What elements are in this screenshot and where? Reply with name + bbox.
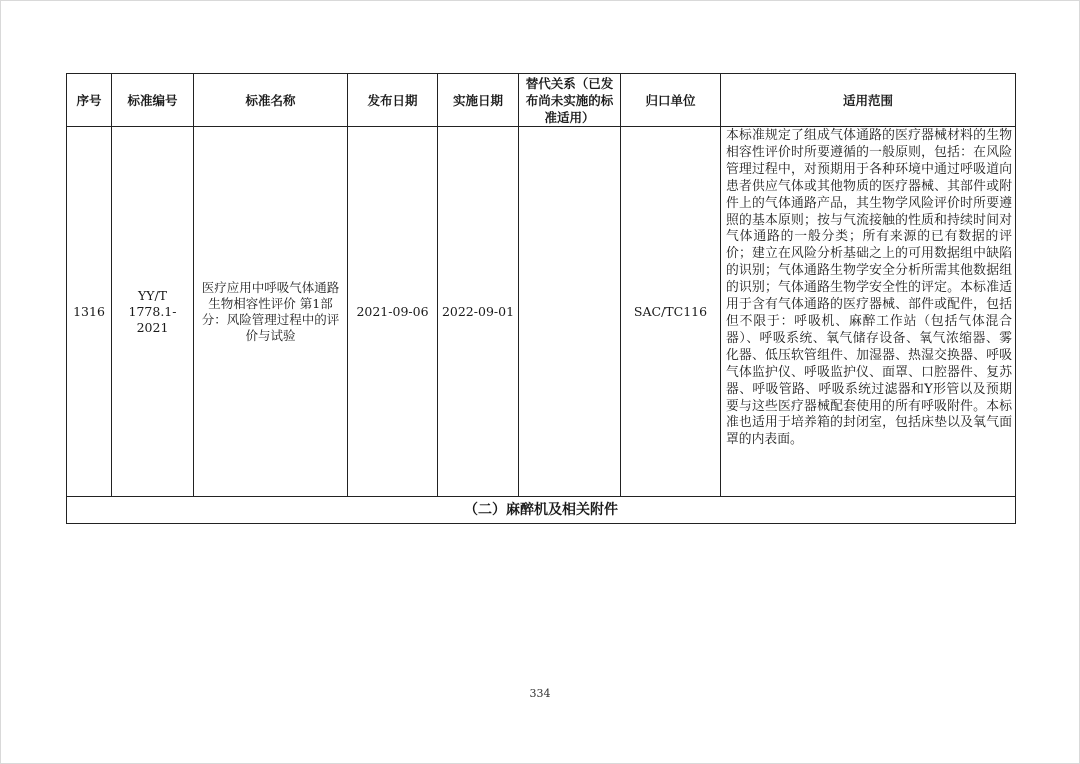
cell-seq: 1316 xyxy=(67,127,112,497)
cell-name: 医疗应用中呼吸气体通路生物相容性评价 第1部分：风险管理过程中的评价与试验 xyxy=(194,127,348,497)
cell-replacement xyxy=(519,127,621,497)
header-row xyxy=(67,74,1016,127)
section-title: （二）麻醉机及相关附件 xyxy=(67,497,1016,524)
header-unit: 归口单位 xyxy=(621,74,721,127)
page-number: 334 xyxy=(529,687,551,700)
cell-unit: SAC/TC116 xyxy=(621,127,721,497)
cell-code: YY/T 1778.1-2021 xyxy=(112,127,194,497)
header-scope: 适用范围 xyxy=(721,74,1016,127)
header-publish-date: 发布日期 xyxy=(348,74,438,127)
cell-implement-date: 2022-09-01 xyxy=(438,127,519,497)
standards-table xyxy=(66,73,1016,524)
cell-publish-date: 2021-09-06 xyxy=(348,127,438,497)
header-implement-date: 实施日期 xyxy=(438,74,519,127)
section-row xyxy=(67,497,1016,524)
header-seq: 序号 xyxy=(67,74,112,127)
header-replacement: 替代关系（已发布尚未实施的标准适用） xyxy=(519,74,621,127)
header-name: 标准名称 xyxy=(194,74,348,127)
cell-scope: 本标准规定了组成气体通路的医疗器械材料的生物相容性评价时所要遵循的一般原则，包括：在风险管理过程中，对预期用于各种环境中通过呼吸道向患者供应气体或其他物质的医疗器械、其部件或附件上的气体通路产品，其生物学风险评价时所要遵照的基本原则；按与气流接触的性质和持续时间对气体通路的一般分类；所有来源的已有数据的评价；建立在风险分析基础之上的可用数据组中缺陷的识别；气体通路生物学安全分析所需其他数据组的识别；气体通路生物学安全性的评定。本标准适用于含有气体通路的医疗器械、部件或配件，包括但不限于：呼吸机、麻醉工作站（包括气体混合器）、呼吸系统、氧气储存设备、氧气浓缩器、雾化器、低压软管组件、加湿器、热湿交换器、呼吸气体监护仪、呼吸监护仪、面罩、口腔器件、复苏器、呼吸管路、呼吸系统过滤器和Y形管以及预期要与这些医疗器械配套使用的所有呼吸附件。本标准也适用于培养箱的封闭室，包括床垫以及氧气面罩的内表面。 xyxy=(721,127,1016,497)
header-code: 标准编号 xyxy=(112,74,194,127)
table-row xyxy=(67,127,1016,497)
